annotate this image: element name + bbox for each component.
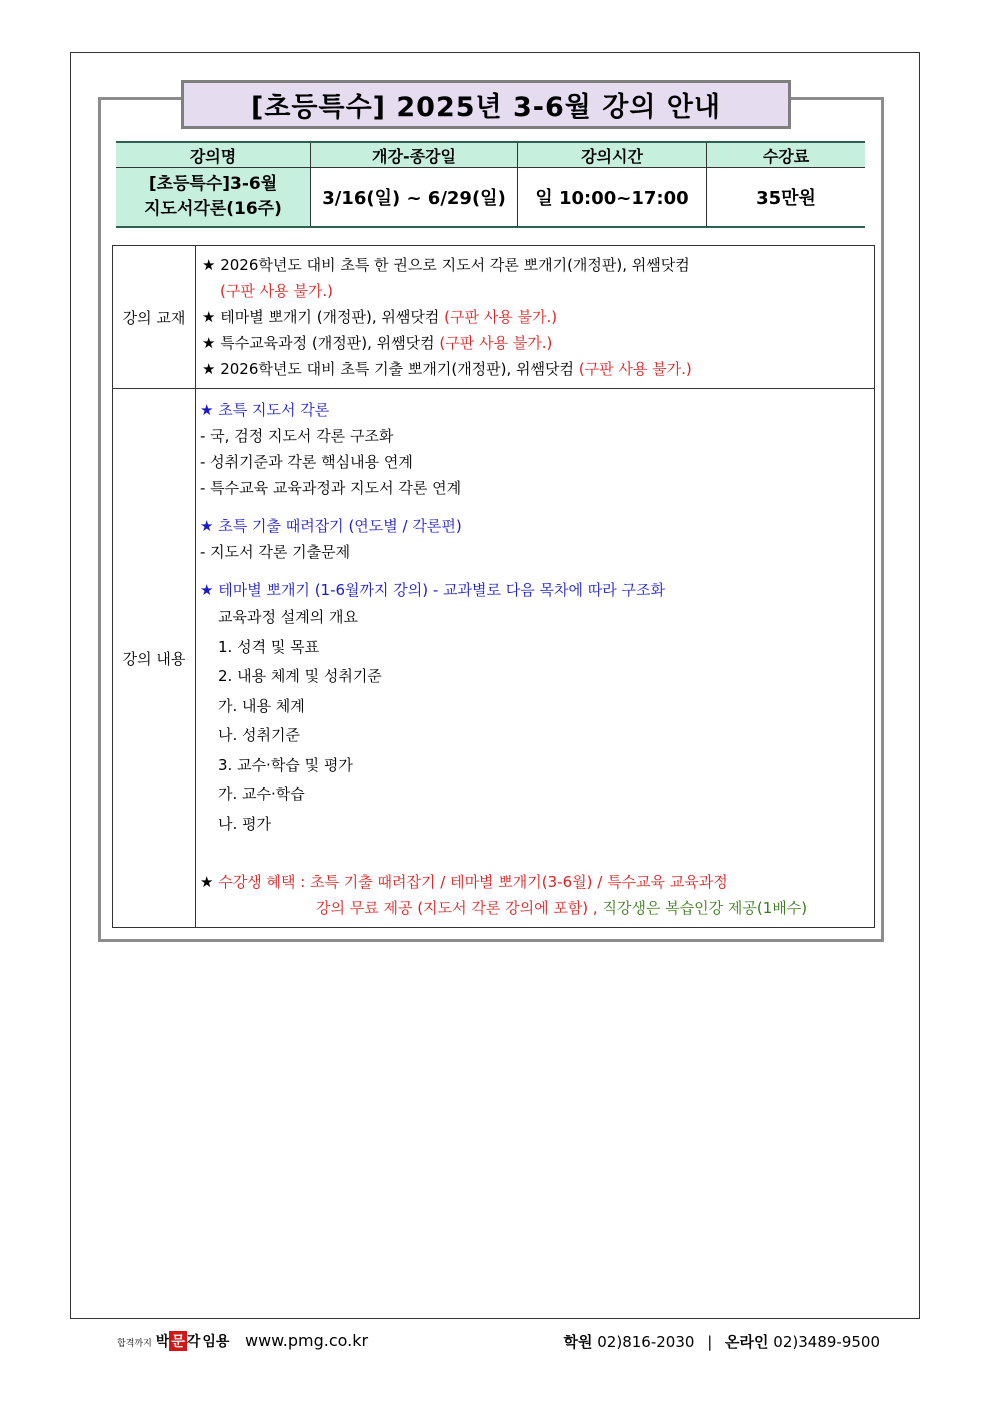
books-row [113, 246, 875, 389]
list-item: - 지도서 각론 기출문제 [200, 543, 351, 561]
toc-item: 3. 교수·학습 및 평가 [218, 755, 353, 774]
header-time: 강의시간 [518, 142, 707, 168]
content-cell [196, 389, 875, 928]
header-fee: 수강료 [707, 142, 866, 168]
section-title: ★ 테마별 뽀개기 (1-6월까지 강의) - 교과별로 다음 목차에 따라 구조화 [200, 581, 665, 599]
course-name-line2: 지도서각론(16주) [144, 199, 282, 219]
website-url: www.pmg.co.kr [245, 1331, 369, 1350]
header-course-name: 강의명 [116, 142, 311, 168]
list-item: - 성취기준과 각론 핵심내용 연계 [200, 453, 413, 471]
section-title: ★ 초특 기출 때려잡기 (연도별 / 각론편) [200, 517, 462, 535]
time-cell: 일 10:00~17:00 [518, 168, 707, 228]
book-note: (구판 사용 불가.) [220, 282, 333, 300]
content-row [113, 389, 875, 928]
publisher-logo: 합격까지 박 문 각 임용 [117, 1331, 229, 1351]
book-note: (구판 사용 불가.) [444, 308, 558, 326]
fee-cell: 35만원 [707, 168, 866, 228]
course-name-line1: [초등특수]3-6월 [148, 174, 278, 194]
book-item: ★ 특수교육과정 (개정판), 위쌤닷컴 (구판 사용 불가.) [202, 334, 553, 352]
toc-item: 가. 교수·학습 [218, 785, 305, 803]
footer [0, 1327, 992, 1353]
book-item: ★ 2026학년도 대비 초특 기출 뽀개기(개정판), 위쌤닷컴 (구판 사용 불가.) [202, 360, 692, 378]
books-cell [196, 246, 875, 389]
books-label: 강의 교재 [113, 246, 196, 389]
toc-item: 나. 평가 [218, 814, 272, 833]
book-item: ★ 2026학년도 대비 초특 한 권으로 지도서 각론 뽀개기(개정판), 위쌤닷컴 [202, 256, 690, 274]
book-note: (구판 사용 불가.) [578, 360, 692, 378]
toc-item: 나. 성취기준 [218, 726, 300, 744]
section-title: ★ 초특 지도서 각론 [200, 401, 330, 419]
benefit-line: ★ 수강생 혜택 : 초특 기출 때려잡기 / 테마별 뽀개기(3-6월) / 특수교육 교육과정 [200, 873, 728, 891]
table-header-row [116, 142, 865, 168]
toc-list [200, 603, 874, 839]
table-row [116, 168, 865, 228]
benefit-line: 강의 무료 제공 (지도서 각론 강의에 포함) , 직강생은 복습인강 제공(1배수) [316, 899, 808, 917]
detail-table [112, 245, 875, 928]
period-cell: 3/16(일) ~ 6/29(일) [311, 168, 518, 228]
list-item: - 국, 검정 지도서 각론 구조화 [200, 427, 394, 445]
toc-item: 교육과정 설계의 개요 [218, 608, 358, 626]
course-info-table [116, 141, 865, 228]
header-period: 개강-종강일 [311, 142, 518, 168]
contact-info: 학원 02)816-2030 | 온라인 02)3489-9500 [563, 1333, 880, 1351]
toc-item: 2. 내용 체계 및 성취기준 [218, 667, 382, 685]
page-title: [초등특수] 2025년 3-6월 강의 안내 [181, 80, 791, 129]
book-item: ★ 테마별 뽀개기 (개정판), 위쌤닷컴 (구판 사용 불가.) [202, 308, 558, 326]
list-item: - 특수교육 교육과정과 지도서 각론 연계 [200, 479, 462, 497]
content-label: 강의 내용 [113, 389, 196, 928]
toc-item: 가. 내용 체계 [218, 696, 305, 715]
book-note: (구판 사용 불가.) [439, 334, 553, 352]
course-name-cell [116, 168, 311, 228]
toc-item: 1. 성격 및 목표 [218, 637, 320, 656]
